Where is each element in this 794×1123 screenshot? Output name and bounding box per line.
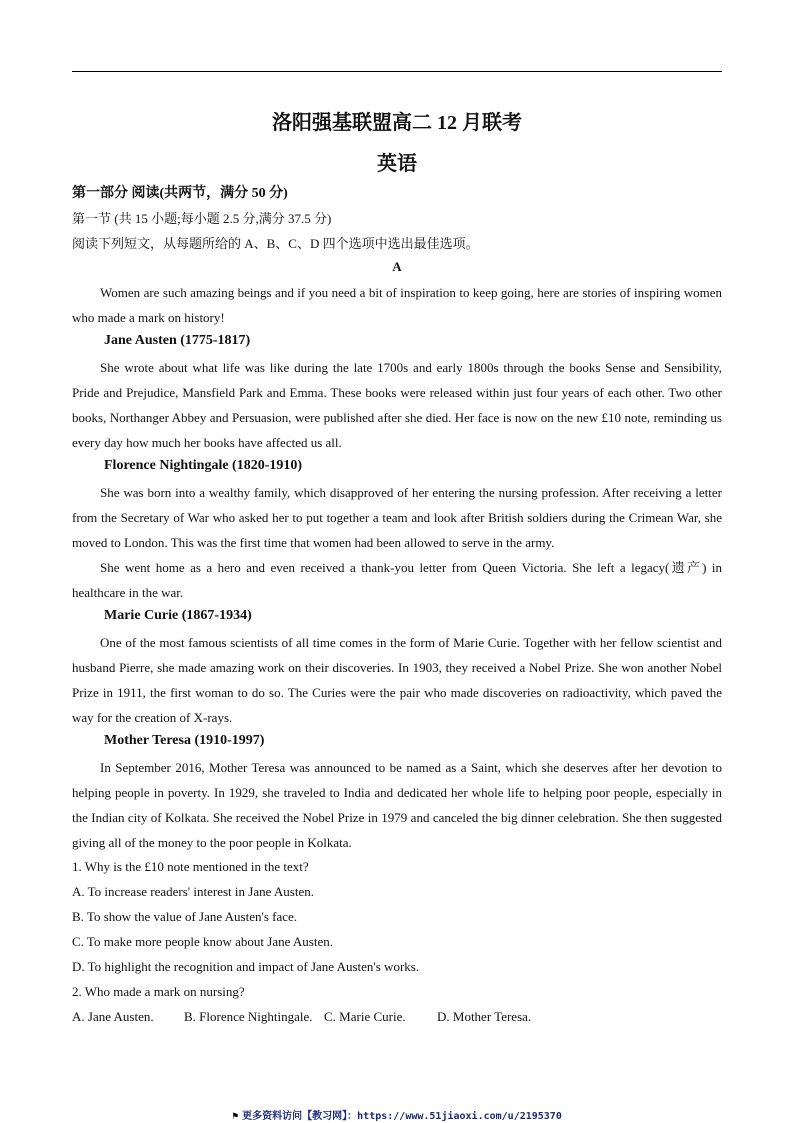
section-info: 第一节 (共 15 小题;每小题 2.5 分,满分 37.5 分) [72, 211, 332, 226]
question-option: C. To make more people know about Jane Austen. [72, 934, 333, 949]
section-heading: Mother Teresa (1910-1997) [104, 733, 265, 748]
section-heading: Florence Nightingale (1820-1910) [104, 458, 303, 473]
exam-title: 洛阳强基联盟高二 12 月联考 [272, 112, 522, 134]
flag-icon: ⚑ [232, 1111, 239, 1122]
question-option: B. Florence Nightingale. [184, 1009, 313, 1024]
section-heading: Marie Curie (1867-1934) [104, 608, 252, 623]
section-paragraph: She was born into a wealthy family, which disapproved of her entering the nursing profession. After receiving a letter from the Secretary of War who asked her to put together a team and look after British soldiers during the Crimean War, she moved to London. This was the first time that women had been allowed to serve in the army. [72, 485, 722, 550]
passage-label: A [392, 259, 402, 274]
subject-title: 英语 [377, 153, 417, 175]
question-stem: 1. Why is the £10 note mentioned in the text? [72, 859, 309, 874]
question-option: D. Mother Teresa. [437, 1009, 532, 1024]
question-options-row [72, 1009, 531, 1025]
question-option: A. Jane Austen. [72, 1009, 154, 1024]
section-paragraph: In September 2016, Mother Teresa was announced to be named as a Saint, which she deserves after her devotion to helping people in poverty. In 1929, she traveled to India and dedicated her whole life to helping poor people, especially in the Indian city of Kolkata. She received the Nobel Prize in 1979 and canceled the big dinner celebration. She then suggested giving all of the money to the poor people in Kolkata. [72, 760, 722, 850]
footer-link[interactable]: 更多资料访问【教习网】：https://www.51jiaoxi.com/u/2195370 [242, 1111, 562, 1122]
question-option: B. To show the value of Jane Austen's face. [72, 909, 298, 924]
footer [0, 1107, 794, 1122]
section-heading: Jane Austen (1775-1817) [104, 333, 251, 348]
question-option: C. Marie Curie. [324, 1009, 406, 1024]
question-option: A. To increase readers' interest in Jane Austen. [72, 884, 314, 899]
section-paragraph: One of the most famous scientists of all time comes in the form of Marie Curie. Together with her fellow scientist and husband Pierre, she made amazing work on their discoveries. In 1903, they received a Nobel Prize. She won another Nobel Prize in 1911, the first woman to do so. The Curies were the pair who made discoveries on radioactivity, which paved the way for the creation of X-rays. [72, 635, 722, 725]
question-option: D. To highlight the recognition and impact of Jane Austen's works. [72, 959, 420, 974]
section-paragraph: She wrote about what life was like during the late 1700s and early 1800s through the books Sense and Sensibility, Pride and Prejudice, Mansfield Park and Emma. These books were released within just four years of each other. Two other books, Northanger Abbey and Persuasion, were published after she died. Her face is now on the new £10 note, reminding us every day how much her books have affected us all. [72, 360, 722, 450]
passage-intro: Women are such amazing beings and if you need a bit of inspiration to keep going, here are stories of inspiring women who made a mark on history! [72, 285, 722, 325]
question-stem: 2. Who made a mark on nursing? [72, 984, 245, 999]
part-title: 第一部分 阅读(共两节，满分 50 分) [72, 186, 288, 201]
instruction: 阅读下列短文，从每题所给的 A、B、C、D 四个选项中选出最佳选项。 [72, 236, 479, 251]
top-rule [72, 71, 722, 72]
section-paragraph: She went home as a hero and even received a thank-you letter from Queen Victoria. She left a legacy(遗产) in healthcare in the war. [72, 560, 722, 600]
